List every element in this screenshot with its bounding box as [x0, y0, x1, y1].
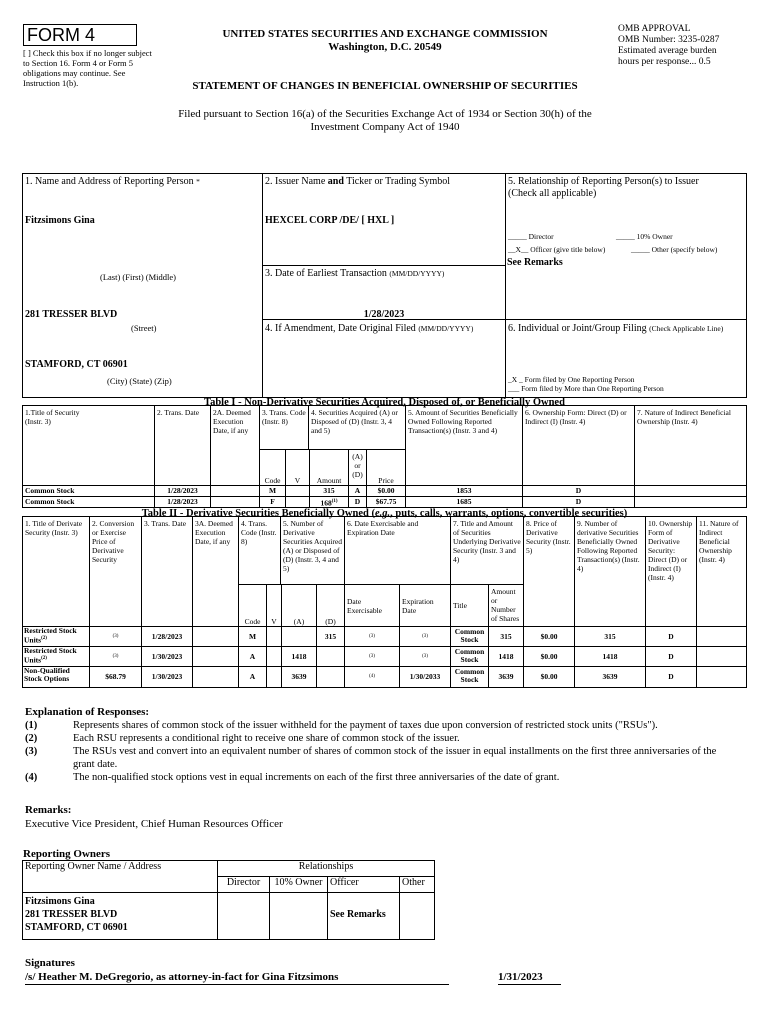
ro-officer-cell: See Remarks	[327, 892, 400, 940]
t2-r2-code: A	[238, 666, 267, 688]
t1-r0-code: M	[259, 485, 286, 497]
t2-r2-exp: 1/30/2033	[399, 666, 451, 688]
director-checkbox[interactable]: _____ Director	[508, 232, 554, 241]
t1-r1-v	[285, 496, 310, 508]
t1-sub-aord: (A) or (D)	[348, 449, 367, 486]
t1-r0-amount: 315	[309, 485, 349, 497]
t1-r0-aord: A	[348, 485, 367, 497]
form-title-box	[23, 24, 137, 46]
t2-r2-title: Non-Qualified Stock Options	[22, 666, 90, 688]
ro-owner-city: STAMFORD, CT 06901	[25, 922, 128, 933]
t2-r0-title: Restricted Stock Units$^{(2)}$	[22, 626, 90, 647]
t2-sub-a: (A)	[281, 584, 317, 627]
t1-r1-owned: 1685	[405, 496, 523, 508]
street-sub-label: (Street)	[131, 323, 157, 333]
agency-name: UNITED STATES SECURITIES AND EXCHANGE COMMISSION	[222, 28, 548, 40]
earliest-transaction-date: 1/28/2023	[363, 309, 405, 320]
signatures-heading: Signatures	[25, 957, 75, 969]
t1-sub-code: Code	[259, 449, 286, 486]
t2-r2-v	[266, 666, 282, 688]
t1-r0-date: 1/28/2023	[154, 485, 211, 497]
t2-sub-code: Code	[238, 584, 267, 627]
t2-r2-a: 3639	[281, 666, 317, 688]
t2-r1-uamount: 1418	[488, 646, 524, 667]
ro-director-cell	[217, 892, 270, 940]
t2-r2-owned: 3639	[574, 666, 646, 688]
omb-approval	[618, 24, 758, 68]
t1-h-form: 6. Ownership Form: Direct (D) or Indirect (I) (Instr. 4)	[522, 405, 635, 486]
t1-r1-price: $67.75	[366, 496, 406, 508]
omb-burden-1: Estimated average burden	[618, 46, 717, 56]
t1-sub-amount: Amount	[309, 449, 349, 486]
ro-col-ten: 10% Owner	[269, 876, 328, 893]
reporting-owners-heading: Reporting Owners	[23, 848, 111, 860]
t2-r1-code: A	[238, 646, 267, 667]
t2-r0-exp: (3)	[399, 626, 451, 647]
explanation-heading: Explanation of Responses:	[25, 706, 150, 718]
t2-h-title: 1. Title of Derivate Security (Instr. 3)	[22, 516, 90, 627]
t1-sub-price: Price	[366, 449, 406, 486]
t2-r1-utitle: Common Stock	[450, 646, 489, 667]
ro-owner-street: 281 TRESSER BLVD	[25, 909, 118, 920]
t2-r2-deemed	[192, 666, 239, 688]
explanation-item: (3) The RSUs vest and convert into an equivalent number of shares of common stock of the issuer in equal installments on the first three anniversaries of the grant date.	[25, 746, 717, 770]
t1-r0-price: $0.00	[366, 485, 406, 497]
no-longer-subject-checkbox-text[interactable]: [ ] Check this box if no longer subject to Section 16. Form 4 or Form 5 obligations may continue. See Instruction 1(b).	[23, 48, 152, 88]
t2-r0-exer: (3)	[344, 626, 400, 647]
t2-r2-utitle: Common Stock	[450, 666, 489, 688]
t2-r1-exer: (3)	[344, 646, 400, 667]
reporting-person-street: 281 TRESSER BLVD	[25, 309, 118, 320]
t2-h-number: 5. Number of Derivative Securities Acquired (A) or Disposed of (D) (Instr. 3, 4 and 5)	[280, 516, 345, 585]
t1-r1-amount: 168$^{(1)}$	[309, 496, 349, 508]
explanation-item: (2) Each RSU represents a conditional right to receive one share of common stock of the issuer.	[25, 733, 460, 744]
table2-title: Table II - Derivative Securities Beneficially Owned (e.g., puts, calls, warrants, options, convertible securities)	[141, 508, 628, 519]
omb-burden-2: hours per response... 0.5	[618, 57, 711, 67]
box6-label: 6. Individual or Joint/Group Filing (Check Applicable Line)	[508, 323, 724, 334]
t1-r0-form: D	[522, 485, 635, 497]
agency-location: Washington, D.C. 20549	[328, 41, 442, 53]
t2-r1-date: 1/30/2023	[141, 646, 193, 667]
t2-r1-title: Restricted Stock Units$^{(2)}$	[22, 646, 90, 667]
box2-label: 2. Issuer Name and Ticker or Trading Symbol	[265, 176, 451, 187]
t2-r0-owned: 315	[574, 626, 646, 647]
t2-r2-date: 1/30/2023	[141, 666, 193, 688]
t2-r2-form: D	[645, 666, 697, 688]
t2-r2-dprice: $0.00	[523, 666, 575, 688]
t2-r0-conversion: (3)	[89, 626, 142, 647]
t2-h-owned: 9. Number of derivative Securities Beneficially Owned Following Reported Transaction(s) (Instr. 4)	[574, 516, 646, 627]
t1-r1-aord: D	[348, 496, 367, 508]
t2-r1-v	[266, 646, 282, 667]
t2-h-deemed: 3A. Deemed Execution Date, if any	[192, 516, 239, 627]
t2-r0-dprice: $0.00	[523, 626, 575, 647]
box1-label: 1. Name and Address of Reporting Person *	[25, 176, 200, 187]
t2-r0-uamount: 315	[488, 626, 524, 647]
t2-r0-code: M	[238, 626, 267, 647]
t2-r1-exp: (3)	[399, 646, 451, 667]
signature-date-line	[498, 971, 561, 985]
t2-r1-form: D	[645, 646, 697, 667]
ro-owner-name: Fitzsimons Gina	[25, 896, 95, 907]
t1-h-owned: 5. Amount of Securities Beneficially Owned Following Reported Transaction(s) (Instr. 3 and 4)	[405, 405, 523, 486]
signer-line	[25, 971, 449, 985]
ten-percent-owner-checkbox[interactable]: _____ 10% Owner	[616, 232, 673, 241]
ro-ten-cell	[269, 892, 328, 940]
omb-number: OMB Number: 3235-0287	[618, 35, 720, 45]
t2-sub-title: Title	[450, 584, 489, 627]
t2-r0-v	[266, 626, 282, 647]
t2-h-code: 4. Trans. Code (Instr. 8)	[238, 516, 281, 585]
filed-pursuant-line-2: Investment Company Act of 1940	[310, 121, 460, 133]
t1-r1-form: D	[522, 496, 635, 508]
t2-h-date: 3. Trans. Date	[141, 516, 193, 627]
t2-h-conversion: 2. Conversion or Exercise Price of Derivative Security	[89, 516, 142, 627]
ro-col-director: Director	[217, 876, 270, 893]
t1-h-code: 3. Trans. Code (Instr. 8)	[259, 405, 309, 450]
t2-r2-uamount: 3639	[488, 666, 524, 688]
t2-sub-d: (D)	[316, 584, 345, 627]
t2-r0-deemed	[192, 626, 239, 647]
t2-h-form: 10. Ownership Form of Derivative Security: Direct (D) or Indirect (I) (Instr. 4)	[645, 516, 697, 627]
t2-r2-exer: (4)	[344, 666, 400, 688]
issuer-name-ticker: HEXCEL CORP /DE/ [ HXL ]	[265, 215, 395, 226]
box4-label: 4. If Amendment, Date Original Filed (MM/DD/YYYY)	[265, 323, 474, 334]
t1-r1-date: 1/28/2023	[154, 496, 211, 508]
t1-h-title: 1.Title of Security (Instr. 3)	[22, 405, 155, 486]
ro-col-name: Reporting Owner Name / Address	[22, 860, 218, 893]
t2-sub-expiration: Expiration Date	[399, 584, 451, 627]
ro-col-relationships: Relationships	[217, 860, 435, 877]
ro-owner-cell	[22, 892, 218, 940]
t2-r1-nature	[696, 646, 747, 667]
reporting-person-city: STAMFORD, CT 06901	[25, 359, 128, 370]
t2-h-underlying: 7. Title and Amount of Securities Underlying Derivative Security (Instr. 3 and 4)	[450, 516, 524, 585]
t2-h-nature: 11. Nature of Indirect Beneficial Ownership (Instr. 4)	[696, 516, 747, 627]
t2-r0-a	[281, 626, 317, 647]
signer-name: /s/ Heather M. DeGregorio, as attorney-in-fact for Gina Fitzsimons	[25, 971, 339, 983]
t2-r1-conversion: (3)	[89, 646, 142, 667]
t2-r1-a: 1418	[281, 646, 317, 667]
t2-r1-dprice: $0.00	[523, 646, 575, 667]
t1-h-acquired: 4. Securities Acquired (A) or Disposed of (D) (Instr. 3, 4 and 5)	[308, 405, 406, 450]
t2-sub-v: V	[266, 584, 282, 627]
form-title: FORM 4	[27, 25, 96, 45]
ro-col-officer: Officer	[327, 876, 400, 893]
explanation-list	[25, 719, 740, 784]
t1-h-nature: 7. Nature of Indirect Beneficial Ownership (Instr. 4)	[634, 405, 747, 486]
name-sub-label: (Last) (First) (Middle)	[100, 272, 177, 282]
t2-h-price: 8. Price of Derivative Security (Instr. 5)	[523, 516, 575, 627]
t2-r2-nature	[696, 666, 747, 688]
t2-r2-d	[316, 666, 345, 688]
single-filer-option[interactable]: _X _ Form filed by One Reporting Person	[508, 375, 635, 384]
t2-r1-owned: 1418	[574, 646, 646, 667]
group-filer-option[interactable]: ___ Form filed by More than One Reporting Person	[508, 384, 664, 393]
t2-sub-amount: Amount or Number of Shares	[488, 584, 524, 627]
ro-other-cell	[399, 892, 435, 940]
t2-r0-d: 315	[316, 626, 345, 647]
remarks-text: Executive Vice President, Chief Human Resources Officer	[25, 818, 283, 830]
officer-title: See Remarks	[507, 257, 563, 268]
table1-title: Table I - Non-Derivative Securities Acquired, Disposed of, or Beneficially Owned	[204, 397, 565, 408]
t1-h-deemed: 2A. Deemed Execution Date, if any	[210, 405, 260, 486]
signature-date: 1/31/2023	[498, 971, 543, 983]
t2-r0-utitle: Common Stock	[450, 626, 489, 647]
t2-r1-d	[316, 646, 345, 667]
box3-label: 3. Date of Earliest Transaction (MM/DD/YYYY)	[265, 268, 445, 279]
explanation-item: (1) Represents shares of common stock of the issuer withheld for the payment of taxes due upon conversion of restricted stock units ("RSUs").	[25, 720, 658, 731]
filed-pursuant-line-1: Filed pursuant to Section 16(a) of the Securities Exchange Act of 1934 or Section 30(h) of the	[178, 108, 592, 120]
t1-h-date: 2. Trans. Date	[154, 405, 211, 486]
t1-r1-amount-footnote: (1)	[331, 499, 338, 504]
box5-label: 5. Relationship of Reporting Person(s) to Issuer (Check all applicable)	[508, 176, 699, 199]
t1-r0-title: Common Stock	[22, 485, 155, 497]
officer-checkbox[interactable]: __X__ Officer (give title below)	[508, 245, 606, 254]
t2-r0-nature	[696, 626, 747, 647]
explanation-item: (4) The non-qualified stock options vest in equal increments on each of the first three anniversaries of the date of grant.	[25, 772, 560, 783]
t1-r1-code: F	[259, 496, 286, 508]
reporting-person-name: Fitzsimons Gina	[25, 215, 95, 226]
t1-r1-title: Common Stock	[22, 496, 155, 508]
remarks-heading: Remarks:	[25, 804, 72, 816]
t1-sub-v: V	[285, 449, 310, 486]
t1-r0-owned: 1853	[405, 485, 523, 497]
omb-approval-title: OMB APPROVAL	[618, 24, 691, 34]
city-sub-label: (City) (State) (Zip)	[107, 376, 172, 386]
t1-r1-deemed	[210, 496, 260, 508]
t2-r0-date: 1/28/2023	[141, 626, 193, 647]
statement-title: STATEMENT OF CHANGES IN BENEFICIAL OWNERSHIP OF SECURITIES	[192, 80, 578, 92]
other-checkbox[interactable]: _____ Other (specify below)	[631, 245, 718, 254]
t2-r1-deemed	[192, 646, 239, 667]
t2-sub-exercisable: Date Exercisable	[344, 584, 400, 627]
t1-r1-nature	[634, 496, 747, 508]
ro-col-other: Other	[399, 876, 435, 893]
t2-h-exercisable: 6. Date Exercisable and Expiration Date	[344, 516, 451, 585]
t2-r0-form: D	[645, 626, 697, 647]
t2-r2-conversion: $68.79	[89, 666, 142, 688]
